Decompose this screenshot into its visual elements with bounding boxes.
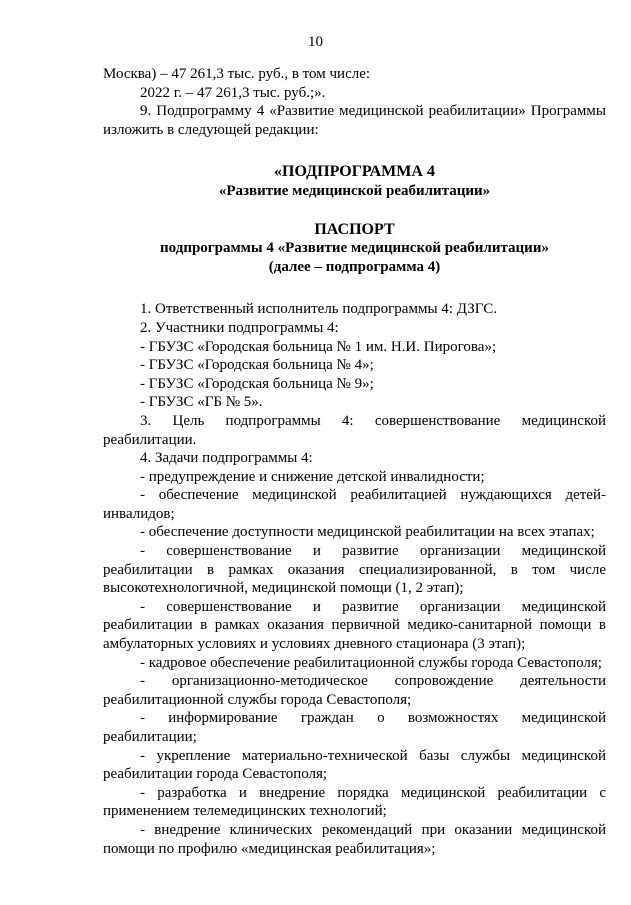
intro-line-2: 2022 г. – 47 261,3 тыс. руб.;». (140, 84, 326, 101)
passport-note: (далее – подпрограмма 4) (268, 258, 441, 275)
participant-item: - ГБУЗС «Городская больница № 9»; (140, 375, 374, 392)
task-item: - внедрение клинических рекомендаций при оказании медицинской помощи по профилю «медицинская реабилитация»; (103, 821, 606, 857)
subprogram-subtitle: «Развитие медицинской реабилитации» (218, 182, 491, 199)
item-9-paragraph: 9. Подпрограмму 4 «Развитие медицинской реабилитации» Программы изложить в следующей редакции: (103, 103, 606, 138)
intro-line-1: Москва) – 47 261,3 тыс. руб., в том числе: (103, 66, 371, 82)
passport-subtitle: подпрограммы 4 «Развитие медицинской реабилитации» (160, 240, 549, 257)
participant-item: - ГБУЗС «Городская больница № 1 им. Н.И. Пирогова»; (140, 338, 497, 355)
participants-heading: 2. Участники подпрограммы 4: (140, 319, 339, 336)
participant-item: - ГБУЗС «ГБ № 5». (140, 394, 263, 411)
participant-item: - ГБУЗС «Городская больница № 4»; (140, 357, 374, 374)
subprogram-title: «ПОДПРОГРАММА 4 (274, 163, 435, 181)
task-item: - совершенствование и развитие организации медицинской реабилитации в рамках оказания первичной медико-санитарной помощи в амбулаторных условиях и условиях дневного стационара (3 этап); (103, 598, 606, 653)
task-item: - укрепление материально-технической базы службы медицинской реабилитации города Севастополя; (103, 747, 606, 783)
task-item: - организационно-методическое сопровождение деятельности реабилитационной службы города Севастополя; (103, 673, 606, 708)
task-item: - разработка и внедрение порядка медицинской реабилитации с применением телемедицинских технологий; (103, 784, 606, 820)
task-item: - обеспечение медицинской реабилитацией нуждающихся детей-инвалидов; (103, 487, 606, 522)
executor-paragraph: 1. Ответственный исполнитель подпрограммы 4: ДЗГС. (140, 301, 498, 318)
task-item: - обеспечение доступности медицинской реабилитации на всех этапах; (140, 524, 595, 541)
document-body (103, 65, 606, 858)
tasks-heading: 4. Задачи подпрограммы 4: (140, 450, 313, 467)
passport-title: ПАСПОРТ (314, 220, 395, 238)
page-number: 10 (308, 34, 323, 50)
task-item: - информирование граждан о возможностях медицинской реабилитации; (103, 710, 606, 745)
task-item: - предупреждение и снижение детской инвалидности; (140, 468, 485, 485)
goal-paragraph: 3. Цель подпрограммы 4: совершенствование медицинской реабилитации. (103, 412, 606, 448)
task-item: - совершенствование и развитие организации медицинской реабилитации в рамках оказания специализированной, в том числе высокотехнологичной, медицинской помощи (1, 2 этап); (103, 543, 606, 597)
task-item: - кадровое обеспечение реабилитационной службы города Севастополя; (140, 654, 602, 671)
